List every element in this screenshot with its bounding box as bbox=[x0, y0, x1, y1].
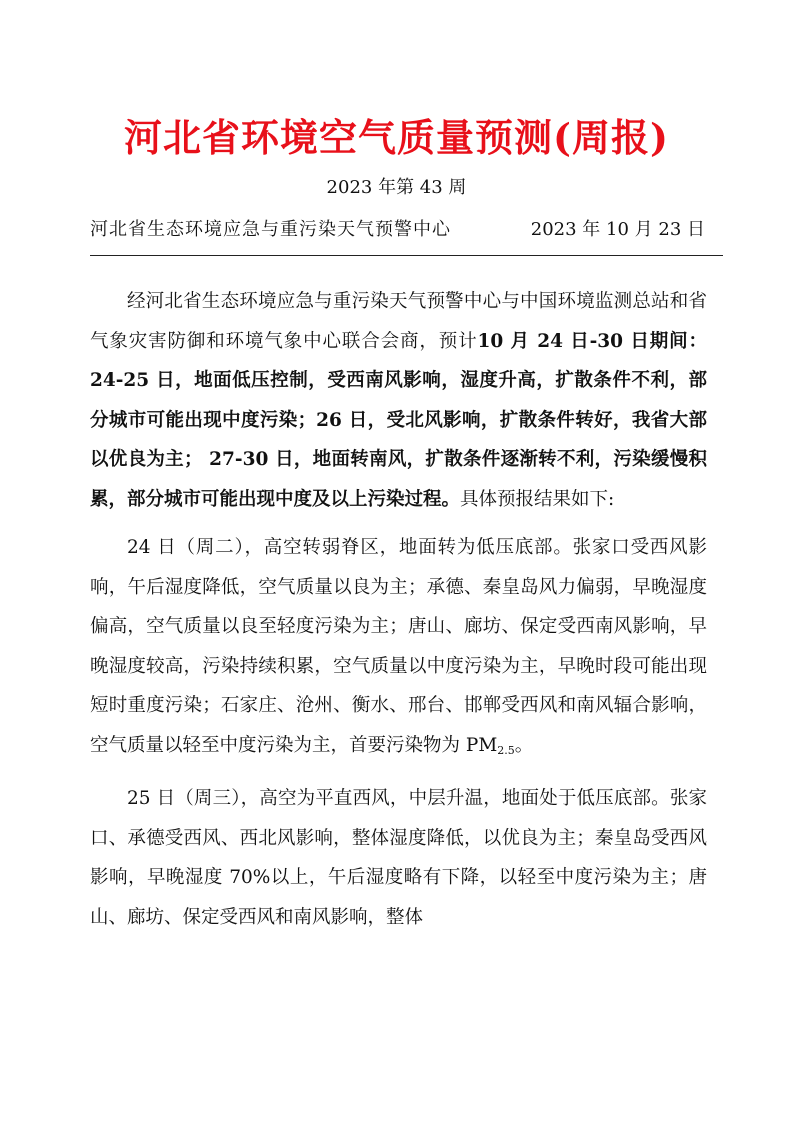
header-divider bbox=[90, 255, 723, 256]
paragraph-summary bbox=[90, 282, 707, 519]
issuer-line bbox=[90, 216, 705, 244]
issue-date: 2023 年 10 月 23 日 bbox=[530, 219, 705, 240]
day-24-end: 。 bbox=[514, 734, 534, 756]
issuing-organization: 河北省生态环境应急与重污染天气预警中心 bbox=[90, 219, 451, 240]
summary-forecast: 10 月 24 日-30 日期间：24-25 日，地面低压控制，受西南风影响，湿度升高，扩散条件不利，部分城市可能出现中度污染；26 日，受北风影响，扩散条件转好，我省大部以优良为主； 27-30 日，地面转南风，扩散条件逐渐转不利，污染缓慢积累，部分城市可能出现中度及以上污染过程。 bbox=[90, 330, 707, 510]
day-24-text: 24 日（周二），高空转弱脊区，地面转为低压底部。张家口受西风影响，午后湿度降低，空气质量以良为主；承德、秦皇岛风力偏弱，早晚湿度偏高，空气质量以良至轻度污染为主；唐山、廊坊、保定受西南风影响，早晚湿度较高，污染持续积累，空气质量以中度污染为主，早晚时段可能出现短时重度污染；石家庄、沧州、衡水、邢台、邯郸受西风和南风辐合影响，空气质量以轻至中度污染为主，首要污染物为 PM bbox=[90, 537, 707, 756]
summary-intro: 经河北省生态环境应急与重污染天气预警中心与中国环境监测总站和省气象灾害防御和环境气象中心联合会商，预计 bbox=[90, 291, 707, 352]
document-body bbox=[90, 282, 707, 946]
pm-subscript: 2.5 bbox=[497, 743, 515, 757]
day-25-text: 25 日（周三），高空为平直西风，中层升温，地面处于低压底部。张家口、承德受西风、西北风影响，整体湿度降低，以优良为主；秦皇岛受西风影响，早晚湿度 70%以上，午后湿度略有下降，以轻至中度污染为主；唐山、廊坊、保定受西风和南风影响，整体 bbox=[90, 788, 707, 928]
paragraph-day-25 bbox=[90, 779, 707, 937]
summary-tail: 具体预报结果如下: bbox=[460, 488, 615, 510]
issue-number: 2023 年第 43 周 bbox=[326, 177, 467, 198]
document-title: 河北省环境空气质量预测(周报) bbox=[124, 115, 669, 160]
paragraph-day-24 bbox=[90, 528, 707, 770]
